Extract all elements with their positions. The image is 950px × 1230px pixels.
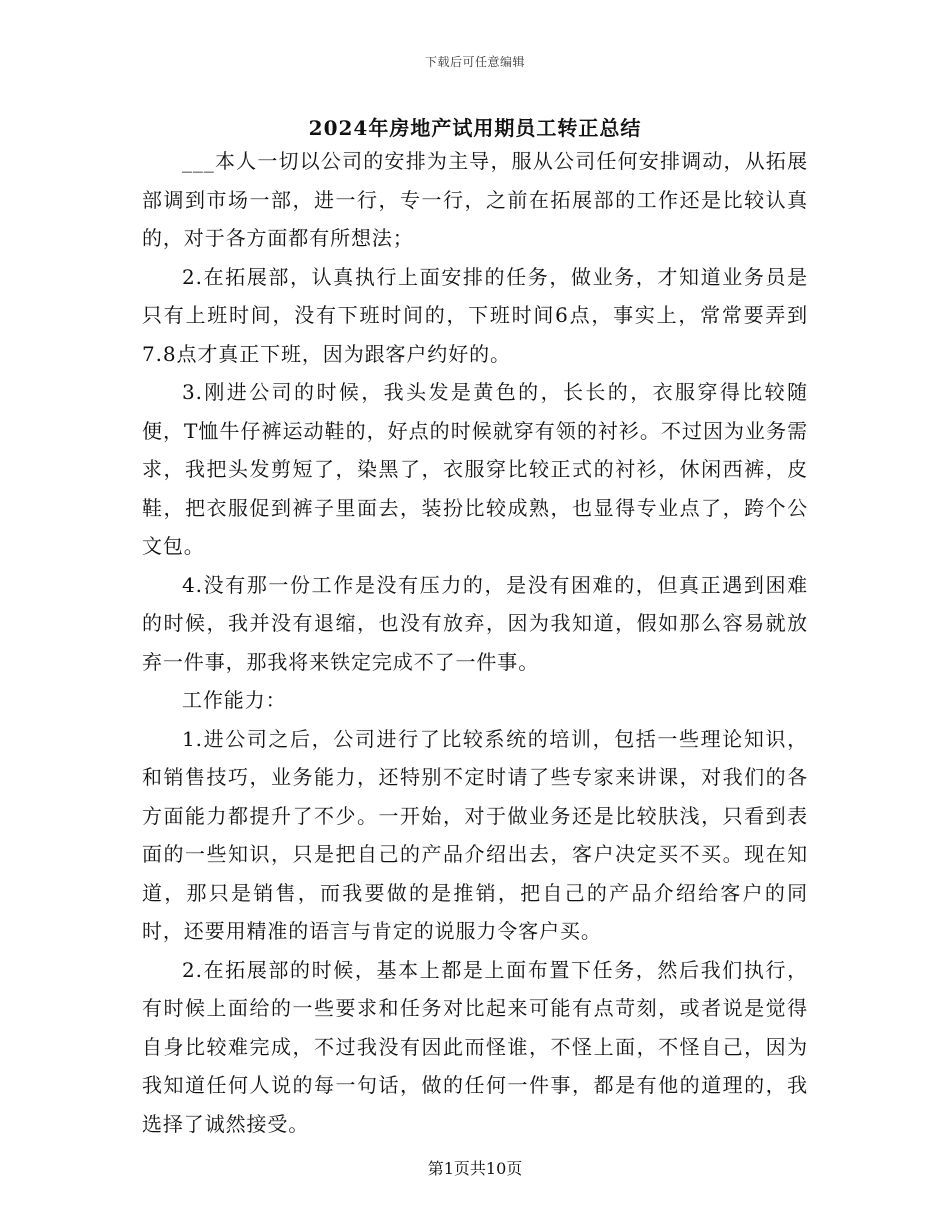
paragraph-5: 1.进公司之后，公司进行了比较系统的培训，包括一些理论知识，和销售技巧，业务能力，还特别不定时请了些专家来讲课，对我们的各方面能力都提升了不少。一开始，对于做业务还是比较肤浅，只看到表面的一些知识，只是把自己的产品介绍出去，客户决定买不买。现在知道，那只是销售，而我要做的是推销，把自己的产品介绍给客户的同时，还要用精准的语言与肯定的说服力令客户买。	[142, 726, 808, 943]
document-title: 2024年房地产试用期员工转正总结	[308, 116, 642, 140]
page-number-footer: 第1页共10页	[427, 1159, 523, 1178]
page-header-note: 下载后可任意编辑	[424, 55, 525, 69]
paragraph-4: 4.没有那一份工作是没有压力的，是没有困难的，但真正遇到困难的时候，我并没有退缩，也没有放弃，因为我知道，假如那么容易就放弃一件事，那我将来铁定完成不了一件事。	[142, 572, 808, 674]
document-body	[142, 142, 808, 1143]
section-heading-work-ability: 工作能力：	[182, 688, 287, 712]
paragraph-6: 2.在拓展部的时候，基本上都是上面布置下任务，然后我们执行，有时候上面给的一些要求和任务对比起来可能有点苛刻，或者说是觉得自身比较难完成，不过我没有因此而怪谁，不怪上面，不怪自己，因为我知道任何人说的每一句话，做的任何一件事，都是有他的道理的，我选择了诚然接受。	[142, 957, 808, 1136]
paragraph-3: 3.刚进公司的时候，我头发是黄色的，长长的，衣服穿得比较随便，T恤牛仔裤运动鞋的，好点的时候就穿有领的衬衫。不过因为业务需求，我把头发剪短了，染黑了，衣服穿比较正式的衬衫，休闲西裤，皮鞋，把衣服促到裤子里面去，装扮比较成熟，也显得专业点了，跨个公文包。	[142, 380, 808, 558]
paragraph-2: 2.在拓展部，认真执行上面安排的任务，做业务，才知道业务员是只有上班时间，没有下班时间的，下班时间6点，事实上，常常要弄到7.8点才真正下班，因为跟客户约好的。	[142, 264, 808, 366]
paragraph-1: ___本人一切以公司的安排为主导，服从公司任何安排调动，从拓展部调到市场一部，进一行，专一行，之前在拓展部的工作还是比较认真的，对于各方面都有所想法；	[142, 149, 808, 250]
